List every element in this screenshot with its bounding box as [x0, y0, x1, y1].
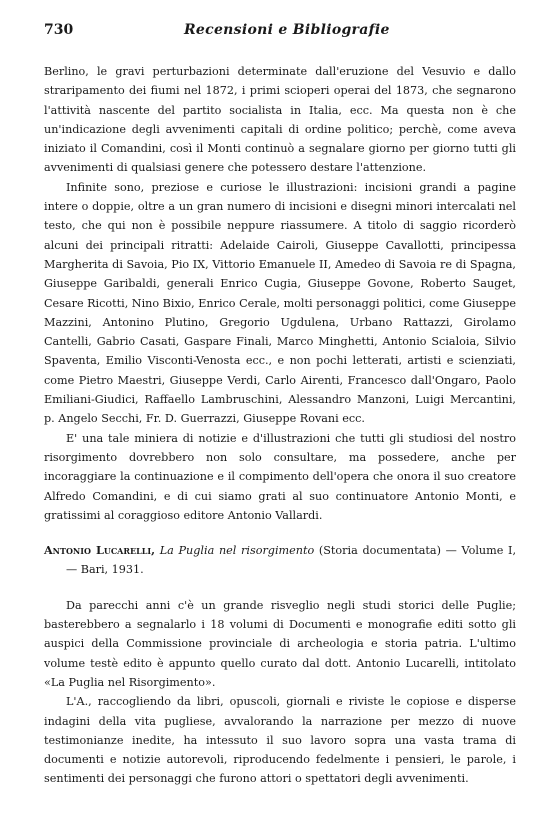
- body-paragraph: E' una tale miniera di notizie e d'illustrazioni che tutti gli studiosi del nostro risorgimento dovrebbero non solo consultare, ma possedere, anche per incoraggiare la continuazione e il compimento dell'opera che onora il suo creatore Alfredo Comandini, e di cui siamo grati al suo continuatore Antonio Monti, e gratissimi al coraggioso editore Antonio Vallardi.: [44, 431, 516, 522]
- review-book-details: (Storia documentata) — Volume I, — Bari, 1931.: [66, 544, 516, 577]
- review-paragraph: L'A., raccogliendo da libri, opuscoli, giornali e riviste le copiose e disperse indagini della vita pugliese, avvalorando la narrazione per mezzo di nuove testimonianze inedite, ha intessuto il suo lavoro sopra una vasta trama di documenti e notizie autorevoli, riproducendo fedelmente i pensieri, le parole, i sentimenti dei personaggi che furono attori o spettatori degli avvenimenti.: [44, 695, 516, 786]
- page-number: 730: [44, 22, 74, 38]
- section-gap: [44, 580, 516, 596]
- section-gap: [44, 525, 516, 541]
- review-entry-heading: [44, 541, 516, 580]
- review-paragraph: Da parecchi anni c'è un grande risveglio negli studi storici delle Puglie; basterebbero a segnalarlo i 18 volumi di Documenti e monografie editi sotto gli auspici della Commissione provinciale di archeologia e storia patria. L'ultimo volume testè edito è appunto quello curato dal dott. Antonio Lucarelli, intitolato «La Puglia nel Risorgimento».: [44, 598, 516, 689]
- body-paragraph: Berlino, le gravi perturbazioni determinate dall'eruzione del Vesuvio e dallo straripamento dei fiumi nel 1872, i primi scioperi operai del 1873, che segnarono l'attività nascente del partito socialista in Italia, ecc. Ma questa non è che un'indicazione degli avvenimenti capitali di ordine politico; perchè, come aveva iniziato il Comandini, così il Monti continuò a segnalare giorno per giorno tutti gli avvenimenti di qualsiasi genere che potessero destare l'attenzione.: [44, 65, 516, 175]
- page-header: [44, 22, 516, 44]
- review-book-title: La Puglia nel risorgimento: [159, 544, 315, 558]
- body-paragraph: Infinite sono, preziose e curiose le illustrazioni: incisioni grandi a pagine intere o doppie, oltre a un gran numero di incisioni e disegni minori intercalati nel testo, che qui non è possibile neppure riassumere. A titolo di saggio ricorderò alcuni dei principali ritratti: Adelaide Cairoli, Giuseppe Cavallotti, principessa Margherita di Savoia, Pio IX, Vittorio Emanuele II, Amedeo di Savoia re di Spagna, Giuseppe Garibaldi, generali Enrico Cugia, Giuseppe Govone, Roberto Sauget, Cesare Ricotti, Nino Bixio, Enrico Cerale, molti personaggi politici, come Giuseppe Mazzini, Antonino Plutino, Gregorio Ugdulena, Urbano Rattazzi, Girolamo Cantelli, Gabrio Casati, Gaspare Finali, Marco Minghetti, Antonio Scialoia, Silvio Spaventa, Emilio Visconti-Venosta ecc., e non pochi letterati, artisti e scienziati, come Pietro Maestri, Giuseppe Verdi, Carlo Airenti, Francesco dall'Ongaro, Paolo Emiliani-Giudici, Raffaello Lambruschini, Alessandro Manzoni, Luigi Mercantini, p. Angelo Secchi, Fr. D. Guerrazzi, Giuseppe Rovani ecc.: [44, 180, 516, 426]
- review-author: Antonio Lucarelli,: [44, 543, 156, 558]
- running-title: Recensioni e Bibliografie: [184, 22, 390, 38]
